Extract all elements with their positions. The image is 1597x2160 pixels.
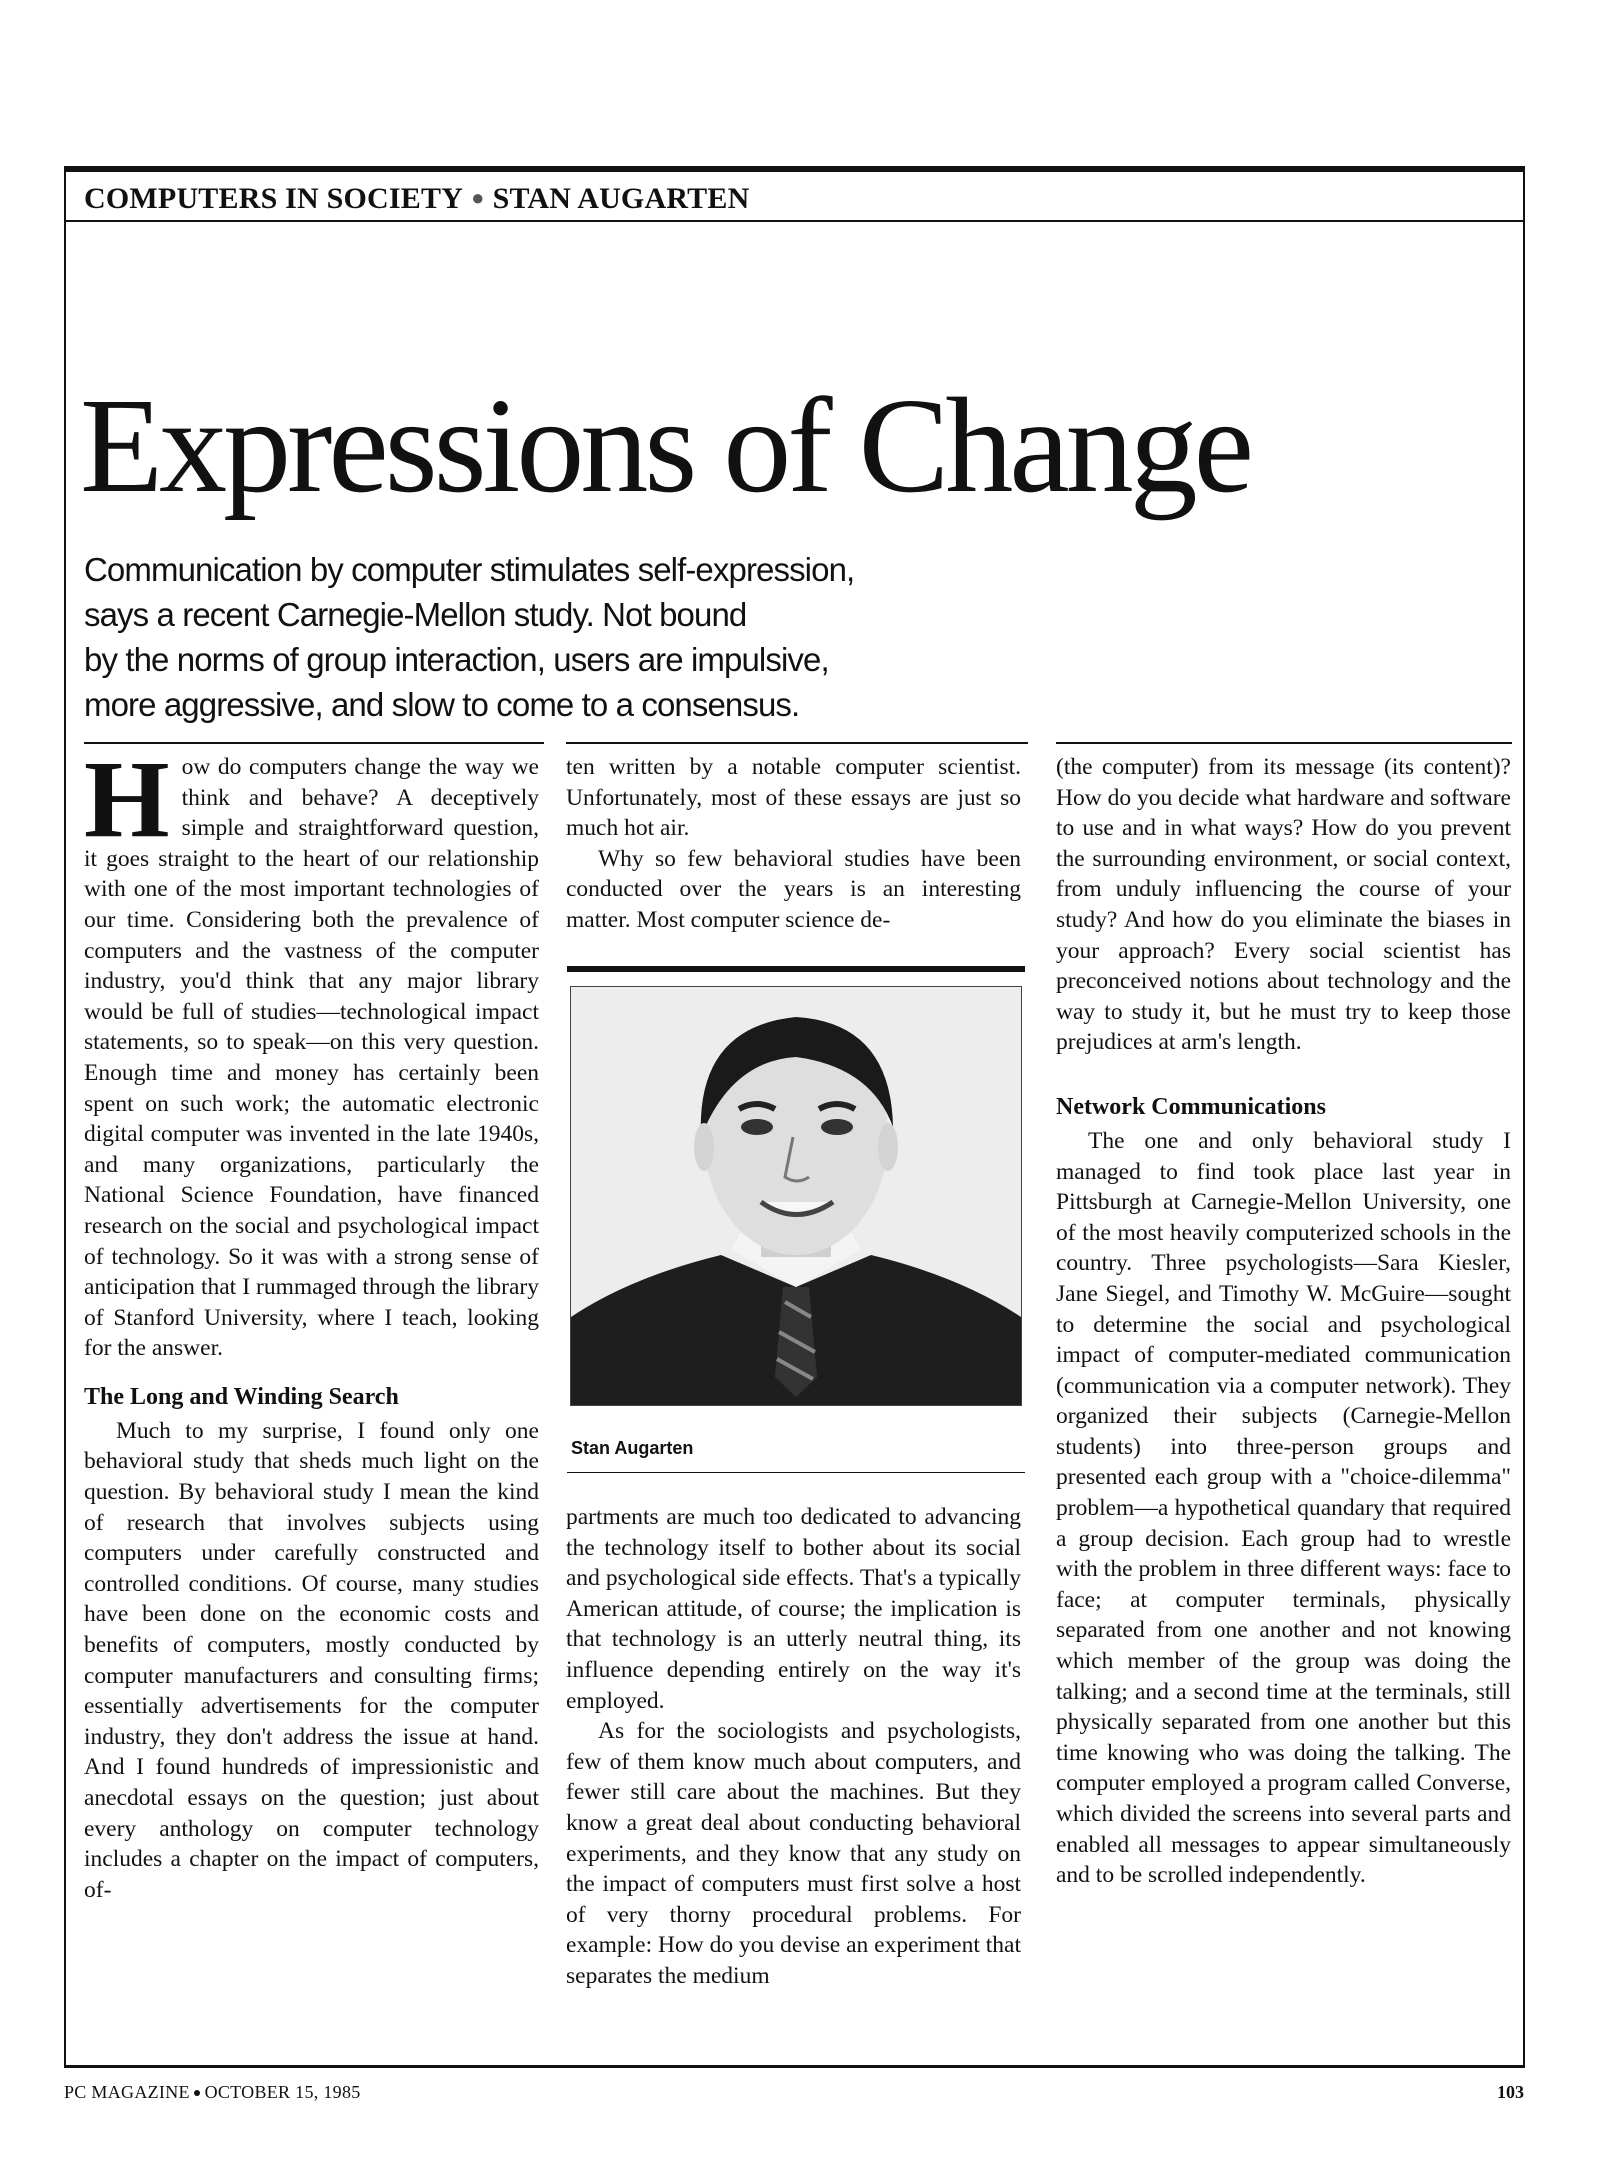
article-title: Expressions of Change: [80, 371, 1251, 521]
deck-line: by the norms of group interaction, users are impulsive,: [84, 641, 829, 678]
photo-top-rule: [567, 966, 1025, 972]
body-column-1: [84, 738, 539, 1905]
body-column-2-top: [566, 752, 1021, 936]
page-number: 103: [1497, 2082, 1524, 2102]
column-rule: [566, 742, 1028, 744]
author-photo: [570, 986, 1022, 1406]
paragraph: partments are much too dedicated to advancing the technology itself to bother about its social and psychological side effects. That's a typically American attitude, of course; the implication is that technology is an utterly neutral thing, its influence depending entirely on the way it's employed.: [566, 1504, 1021, 1714]
paragraph: Why so few behavioral studies have been conducted over the years is an interesting matter. Most computer science de-: [566, 845, 1021, 933]
deck-line: says a recent Carnegie-Mellon study. Not bound: [84, 596, 747, 633]
page-footer: [64, 2082, 361, 2103]
paragraph: ten written by a notable computer scientist. Unfortunately, most of these essays are just so much hot air.: [566, 754, 1021, 842]
body-column-2-bottom: [566, 1502, 1021, 1992]
drop-cap: H: [84, 738, 170, 860]
deck-line: Communication by computer stimulates self-expression,: [84, 551, 855, 588]
footer-separator: ●: [192, 2086, 202, 2101]
column-rule: [1056, 742, 1512, 744]
paragraph-text: ow do computers change the way we think and behave? A deceptively simple and straightforward question, it goes straight to the heart of our relationship with one of the most important technologies of our time. Considering both the prevalence of computers and the vastness of the computer industry, you'd think that any major library would be full of studies—technological impact statements, so to speak—on this very question. Enough time and money has certainly been spent on such work; the automatic electronic digital computer was invented in the late 1940s, and many organizations, particularly the National Science Foundation, have financed research on the social and psychological impact of technology. So it was with a strong sense of anticipation that I rummaged through the library of Stanford University, where I teach, looking for the answer.: [84, 754, 539, 1362]
author-photo-block: [567, 966, 1025, 1480]
paragraph: (the computer) from its message (its content)? How do you decide what hardware and software to use and in what ways? How do you prevent the surrounding environment, or social context, from unduly influencing the course of your study? And how do you eliminate the biases in your approach? Every social scientist has preconceived notions about technology and the way to study it, but he must try to keep those prejudices at arm's length.: [1056, 754, 1511, 1056]
photo-bottom-rule: [567, 1472, 1025, 1473]
section-name: COMPUTERS IN SOCIETY: [84, 182, 464, 215]
photo-caption: Stan Augarten: [571, 1438, 694, 1458]
paragraph: As for the sociologists and psychologists, few of them know much about computers, and fewer still care about the machines. But they know a great deal about conducting behavioral experiments, and they know that any study on the impact of computers must first solve a host of very thorny procedural problems. For example: How do you devise an experiment that separates the medium: [566, 1718, 1021, 1989]
header-separator: ●: [471, 185, 485, 210]
paragraph: Much to my surprise, I found only one behavioral study that sheds much light on the question. By behavioral study I mean the kind of research that involves subjects using computers under carefully constructed and controlled conditions. Of course, many studies have been done on the economic costs and benefits of computers, mostly conducted by computer manufacturers and consulting firms; essentially advertisements for the computer industry, they don't address the issue at hand. And I found hundreds of impressionistic and anecdotal essays on the question; just about every anthology on computer technology includes a chapter on the impact of computers, of-: [84, 1417, 539, 1903]
paragraph: [84, 738, 539, 1364]
publication-name: PC MAGAZINE: [64, 2082, 190, 2102]
portrait-illustration: [571, 987, 1021, 1405]
deck-line: more aggressive, and slow to come to a consensus.: [84, 686, 800, 723]
paragraph: The one and only behavioral study I managed to find took place last year in Pittsburgh at Carnegie-Mellon University, one of the most heavily computerized schools in the country. Three psychologists—Sara Kiesler, Jane Siegel, and Timothy W. McGuire—sought to determine the social and psychological impact of computer-mediated communication (communication via a computer network). They organized their subjects (Carnegie-Mellon students) into three-person groups and presented each group with a "choice-dilemma" problem—a hypothetical quandary that required a group decision. Each group had to wrestle with the problem in three different ways: face to face; at computer terminals, physically separated from one another and not knowing which member of the group was doing the talking; and a second time at the terminals, still physically separated from one another but this time knowing who was doing the talking. The computer employed a program called Converse, which divided the screens into several parts and enabled all messages to appear simultaneously and to be scrolled independently.: [1056, 1127, 1511, 1889]
author-name: STAN AUGARTEN: [492, 182, 750, 215]
body-column-3: [1056, 752, 1511, 1891]
issue-date: OCTOBER 15, 1985: [204, 2082, 361, 2102]
subheading: Network Communications: [1056, 1093, 1326, 1120]
article-deck: [84, 547, 1184, 727]
section-header: [64, 166, 1525, 222]
subheading: The Long and Winding Search: [84, 1383, 399, 1410]
